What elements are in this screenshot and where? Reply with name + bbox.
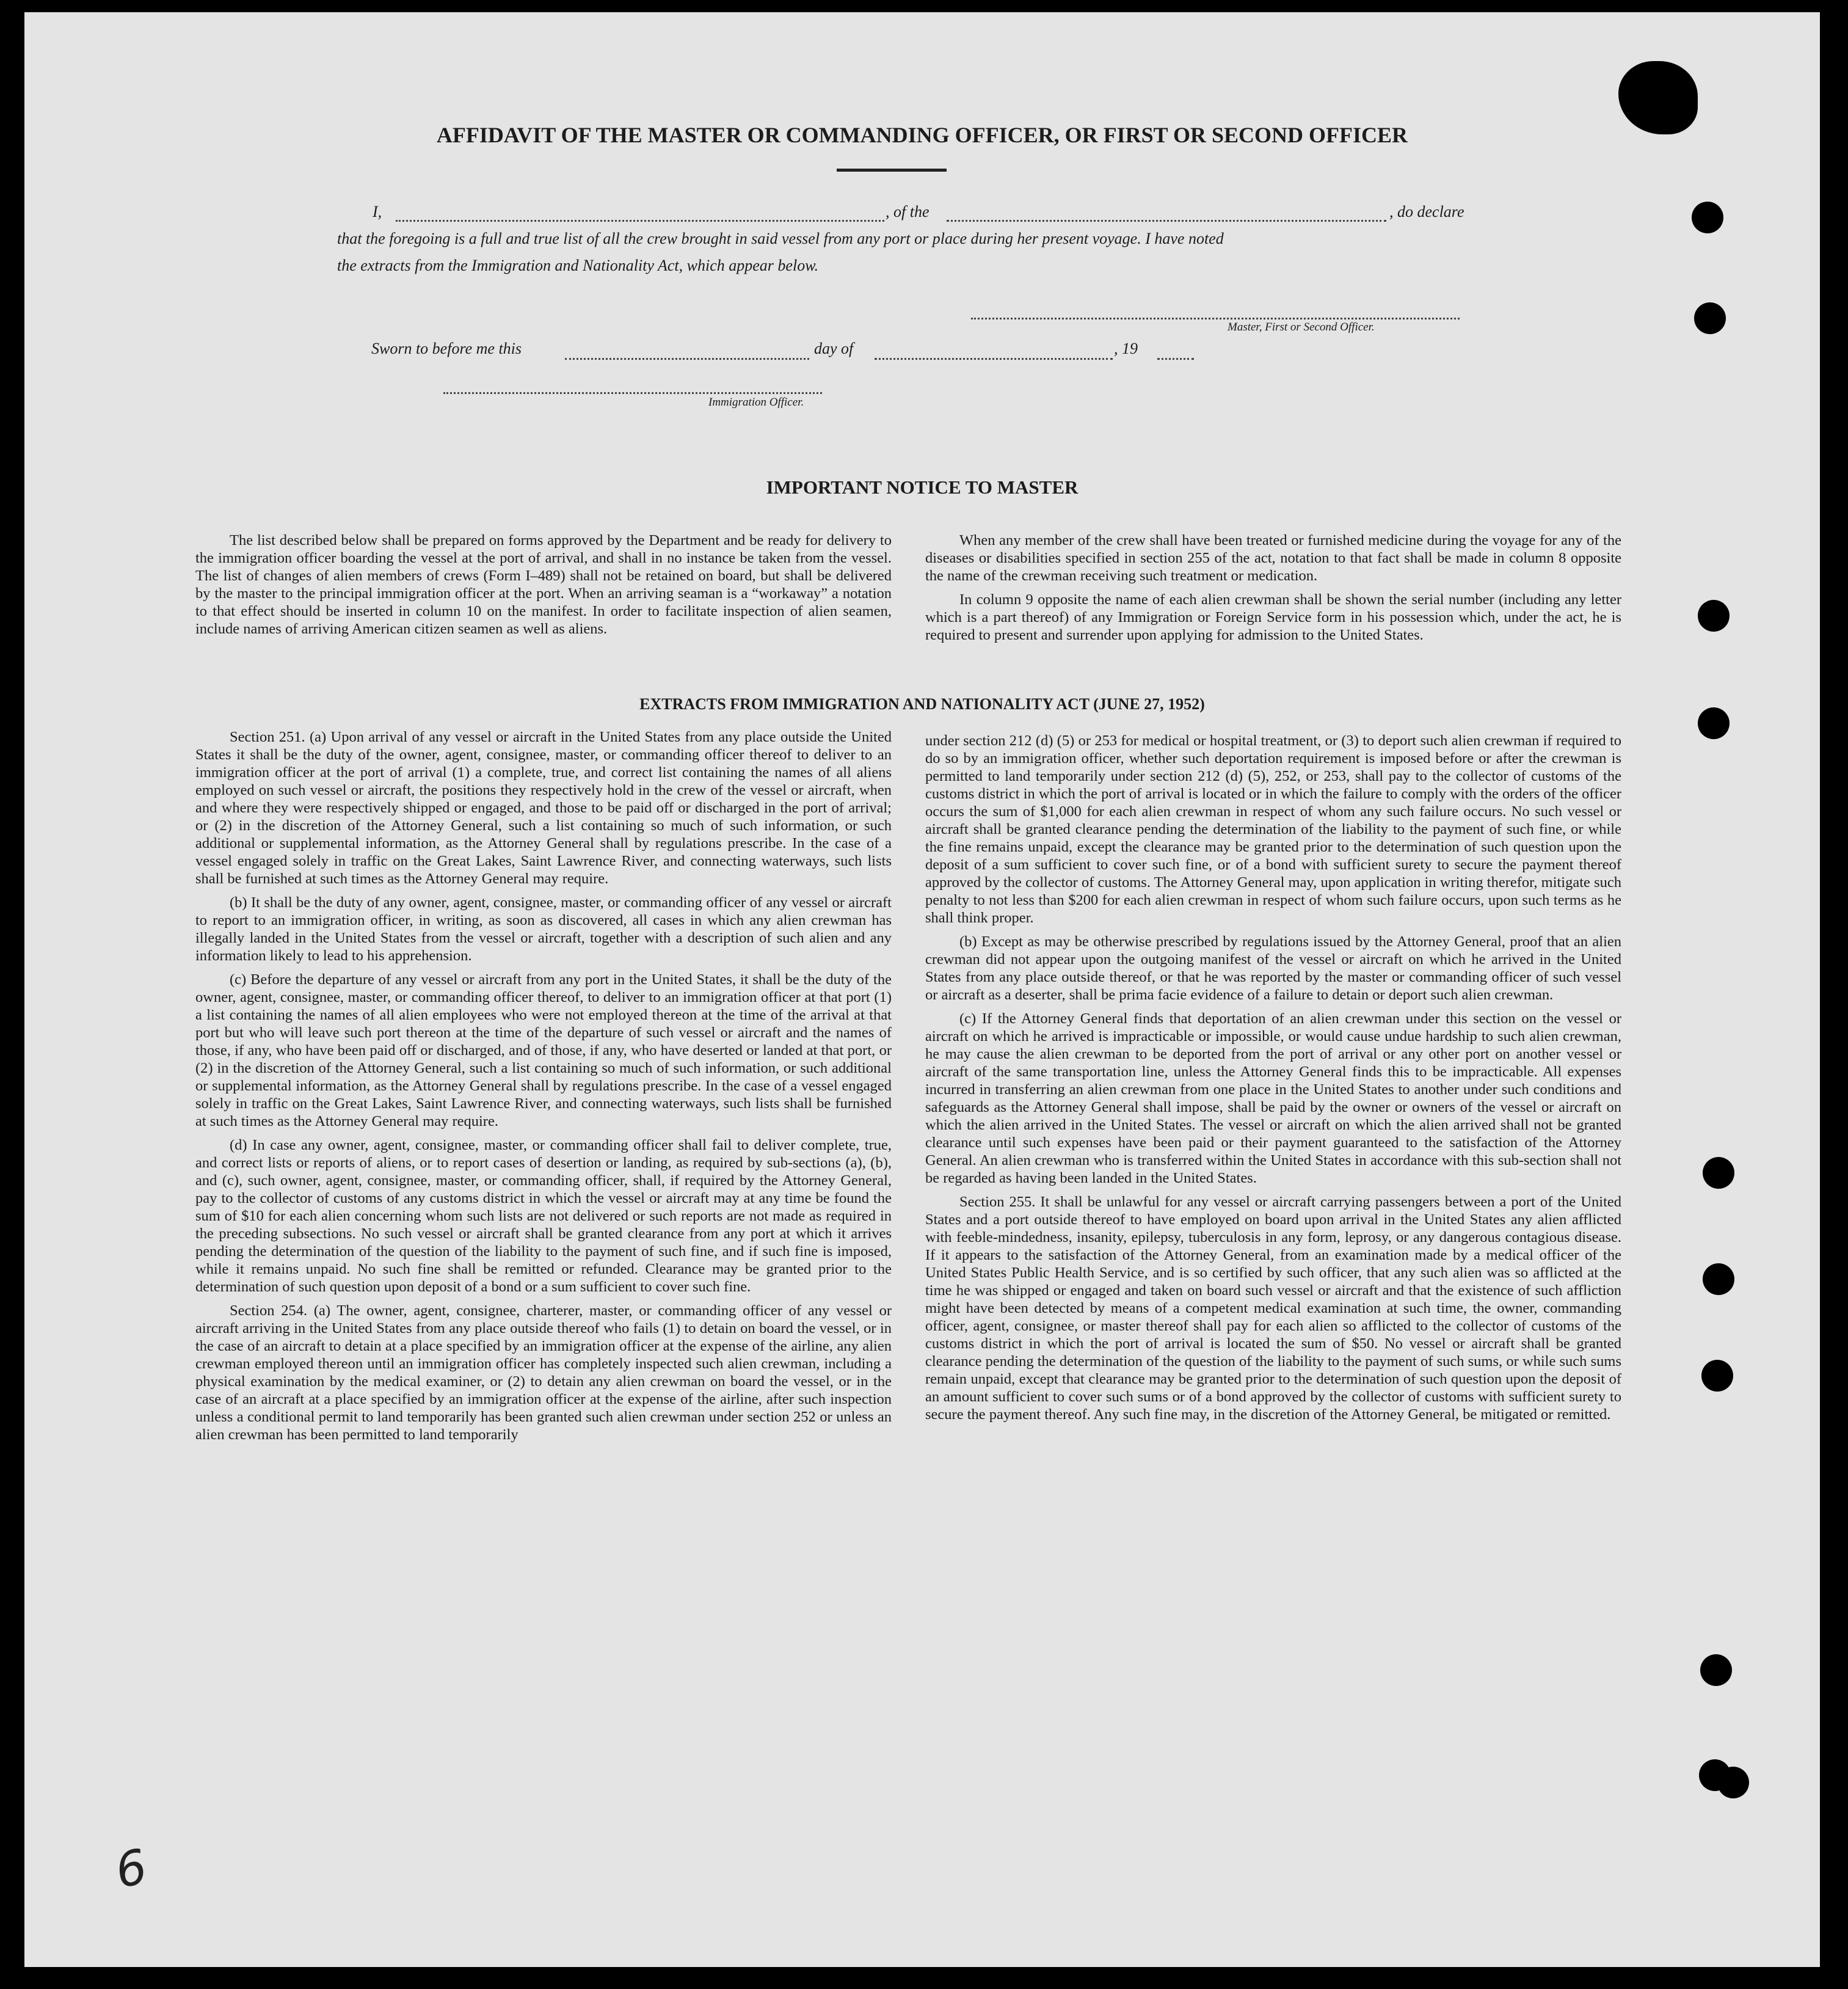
- extracts-title: EXTRACTS FROM IMMIGRATION AND NATIONALITY ACT (JUNE 27, 1952): [639, 695, 1205, 713]
- punch-hole: [1698, 707, 1730, 739]
- declare-of-the: , of the: [886, 203, 929, 221]
- section-255: Section 255. It shall be unlawful for any vessel or aircraft carrying passengers between a port of the United States and a port outside thereof to have employed on board upon arrival in the United States any alien afflicted with feeble-mindedness, insanity, epilepsy, tuberculosis in any form, leprosy, or any dangerous contagious disease. If it appears to the satisfaction of the Attorney General, from an examination made by a medical officer of the United States Public Health Service, and is so certified by such officer, that any such alien was so afflicted at the time he was shipped or engaged and taken on board such vessel or aircraft and that the existence of such affliction might have been detected by means of a competent medical examination at such time, the owner, commanding officer, agent, consignee, or master thereof shall pay for each alien so afflicted to the collector of customs of the customs district in which the port of arrival is located the sum of $50. No vessel or aircraft shall be granted clearance pending the determination of the question of the liability to the payment of such sums, or while such sums remain unpaid, except that clearance may be granted prior to the determination of such question upon the deposit of an amount sufficient to cover such sums or of a bond approved by the collector of customs with sufficient surety to secure the payment thereof. Any such fine may, in the discretion of the Attorney General, be mitigated or remitted.: [925, 1194, 1621, 1423]
- notice-right-paragraph-1: When any member of the crew shall have been treated or furnished medicine during the voyage for any of the diseases or disabilities specified in section 255 of the act, notation to that fact shall be made in column 8 opposite the name of the crewman receiving such treatment or medication.: [925, 532, 1621, 584]
- statement-line-1: that the foregoing is a full and true list of all the crew brought in said vessel from any port or place during her present voyage. I have noted: [337, 230, 1224, 247]
- declare-i: I,: [373, 203, 382, 221]
- punch-hole: [1698, 600, 1730, 632]
- officer-signature-line: [443, 392, 822, 394]
- year-line: [1157, 358, 1194, 360]
- section-251-a: Section 251. (a) Upon arrival of any vessel or aircraft in the United States from any place outside the United States it shall be the duty of the owner, agent, consignee, master, or commanding officer thereof to deliver to an immigration officer at the port of arrival (1) a complete, true, and correct list containing the names of all aliens employed on such vessel or aircraft, the positions they respectively hold in the crew of the vessel or aircraft, when and where they were respectively shipped or engaged, and those to be paid off or discharged in the port of arrival; or (2) in the discretion of the Attorney General, such a list containing so much of such information, or such additional or supplemental information, as the Attorney General shall by regulations prescribe. In the case of a vessel engaged solely in traffic on the Great Lakes, Saint Lawrence River, and connecting waterways, such lists shall be furnished at such times as the Attorney General may require.: [195, 729, 892, 887]
- notice-left-column: [195, 531, 892, 644]
- punch-hole: [1703, 1263, 1734, 1295]
- punch-hole: [1701, 1360, 1733, 1392]
- affidavit-title: AFFIDAVIT OF THE MASTER OR COMMANDING OFFICER, OR FIRST OR SECOND OFFICER: [436, 123, 1408, 147]
- declare-end: , do declare: [1389, 203, 1464, 221]
- sworn-text: Sworn to before me this: [371, 340, 522, 357]
- title-rule: [837, 169, 947, 172]
- notice-title: IMPORTANT NOTICE TO MASTER: [766, 476, 1079, 498]
- section-254-b: (b) Except as may be otherwise prescribed by regulations issued by the Attorney General, proof that an alien crewman did not appear upon the outgoing manifest of the vessel or aircraft on which he arrived in the United States from any place outside thereof, or that he was reported by the master or commanding officer of such vessel or aircraft as a deserter, shall be prima facie evidence of a failure to detain or deport such alien crewman.: [925, 933, 1621, 1003]
- sworn-month-line: [875, 358, 1113, 360]
- notice-left-paragraph: The list described below shall be prepared on forms approved by the Department and be ready for delivery to the immigration officer boarding the vessel at the port of arrival, and shall in no instance be taken from the vessel. The list of changes of alien members of crews (Form I–489) shall not be retained on board, but shall be delivered by the master to the principal immigration officer at the port. When an arriving seaman is a “workaway” a notation to that effect should be inserted in column 10 on the manifest. In order to facilitate inspection of alien seamen, include names of arriving American citizen seamen as well as aliens.: [195, 532, 892, 637]
- notice-right-column: [925, 531, 1621, 650]
- statement-line-2: the extracts from the Immigration and Nationality Act, which appear below.: [337, 257, 819, 274]
- section-251-d: (d) In case any owner, agent, consignee, master, or commanding officer shall fail to deliver complete, true, and correct lists or reports of aliens, or to report cases of desertion or landing, as required by sub-sections (a), (b), and (c), such owner, agent, consignee, master, or commanding officer, shall, if required by the Attorney General, pay to the collector of customs of any customs district in which the vessel or aircraft may at any time be found the sum of $10 for each alien concerning whom such lists are not delivered or such reports are not made as required in the preceding subsections. No such vessel or aircraft shall be granted clearance from any port at which it arrives pending the determination of the question of the liability to the payment of such fine, and if such fine is imposed, while it remains unpaid. No such fine shall be remitted or refunded. Clearance may be granted prior to the determination of such question upon deposit of a bond or a sum sufficient to cover such fine.: [195, 1137, 892, 1295]
- punch-hole: [1700, 1654, 1732, 1686]
- punch-hole: [1692, 202, 1723, 233]
- section-251-b: (b) It shall be the duty of any owner, agent, consignee, master, or commanding officer of any vessel or aircraft to report to an immigration officer, in writing, as soon as discovered, all cases in which any alien crewman has illegally landed in the United States from the vessel or aircraft, together with a description of such alien and any information likely to lead to his apprehension.: [195, 894, 892, 964]
- punch-hole: [1703, 1157, 1734, 1189]
- extracts-right-column: [925, 732, 1621, 1429]
- extracts-left-column: [195, 728, 892, 1450]
- section-251-c: (c) Before the departure of any vessel or aircraft from any port in the United States, it shall be the duty of the owner, agent, consignee, master, or commanding officer thereof, to deliver to an immigration officer at that port (1) a list containing the names of all alien employees who were not employed thereon at the time of the arrival at that port but who will leave such port thereon at the time of the departure of such vessel or aircraft and the names of those, if any, who have been paid off or discharged, and of those, if any, who have deserted or landed at that port, or (2) in the discretion of the Attorney General, such a list containing so much of such information, or such additional or supplemental information, as the Attorney General shall by regulations prescribe. In the case of a vessel engaged solely in traffic on the Great Lakes, Saint Lawrence River, and connecting waterways, such lists shall be furnished at such times as the Attorney General may require.: [195, 971, 892, 1130]
- section-254-a: Section 254. (a) The owner, agent, consignee, charterer, master, or commanding officer of any vessel or aircraft arriving in the United States from any place outside thereof who fails (1) to detain on board the vessel, or in the case of an aircraft to detain at a place specified by an immigration officer at the expense of the airline, any alien crewman employed thereon until an immigration officer has completely inspected such alien crewman, including a physical examination by the medical examiner, or (2) to detain any alien crewman on board the vessel, or in the case of an aircraft at a place specified by an immigration officer at the expense of the airline, after such inspection unless a conditional permit to land temporarily has been granted such alien crewman under section 252 or unless an alien crewman has been permitted to land temporarily: [195, 1302, 892, 1443]
- section-254-a-continued: under section 212 (d) (5) or 253 for medical or hospital treatment, or (3) to deport such alien crewman if required to do so by an immigration officer, whether such deportation requirement is imposed before or after the crewman is permitted to land temporarily under section 212 (d) (5), 252, or 253, shall pay to the collector of customs of the customs district in which the port of arrival is located or in which the failure to comply with the orders of the officer occurs the sum of $1,000 for each alien crewman in respect of whom any such failure occurs. No such vessel or aircraft shall be granted clearance pending the determination of the liability to the payment of such fine, or while the fine remains unpaid, except the clearance may be granted prior to the determination of such question upon the deposit of a sum sufficient to cover such fine, or of a bond with sufficient surety to secure the payment thereof approved by the collector of customs. The Attorney General may, upon application in writing therefor, mitigate such penalty to not less than $200 for each alien crewman in respect of whom such failure occurs, upon such terms as he shall think proper.: [925, 732, 1621, 926]
- year-text: , 19: [1114, 340, 1138, 357]
- punch-hole: [1694, 302, 1726, 334]
- sworn-day-line: [565, 358, 809, 360]
- section-254-c: (c) If the Attorney General finds that deportation of an alien crewman under this section on the vessel or aircraft on which he arrived is impracticable or impossible, or would cause undue hardship to such alien crewman, he may cause the alien crewman to be deported from the port of arrival or any other port on another vessel or aircraft of the same transportation line, unless the Attorney General finds this to be impracticable. All expenses incurred in transferring an alien crewman from one place in the United States to another under such conditions and safeguards as the Attorney General shall impose, shall be paid by the owner or owners of the vessel or aircraft on which the alien arrived in the United States. The vessel or aircraft on which the alien arrived shall not be granted clearance until such expenses have been paid or their payment guaranteed to the satisfaction of the Attorney General. An alien crewman who is transferred within the United States in accordance with this sub-section shall not be regarded as having been landed in the United States.: [925, 1010, 1621, 1186]
- declarant-name-line: [396, 220, 884, 222]
- handwritten-mark: 6: [111, 1839, 152, 1900]
- officer-label: Immigration Officer.: [708, 396, 804, 409]
- document-page: [24, 12, 1820, 1967]
- vessel-name-line: [947, 220, 1386, 222]
- punch-hole: [1717, 1767, 1749, 1798]
- day-of-text: day of: [814, 340, 854, 357]
- notice-right-paragraph-2: In column 9 opposite the name of each alien crewman shall be shown the serial number (including any letter which is a part thereof) of any Immigration or Foreign Service form in his possession which, under the act, he is required to present and surrender upon applying for admission to the United States.: [925, 591, 1621, 643]
- master-label: Master, First or Second Officer.: [1228, 321, 1375, 334]
- master-signature-line: [971, 318, 1460, 319]
